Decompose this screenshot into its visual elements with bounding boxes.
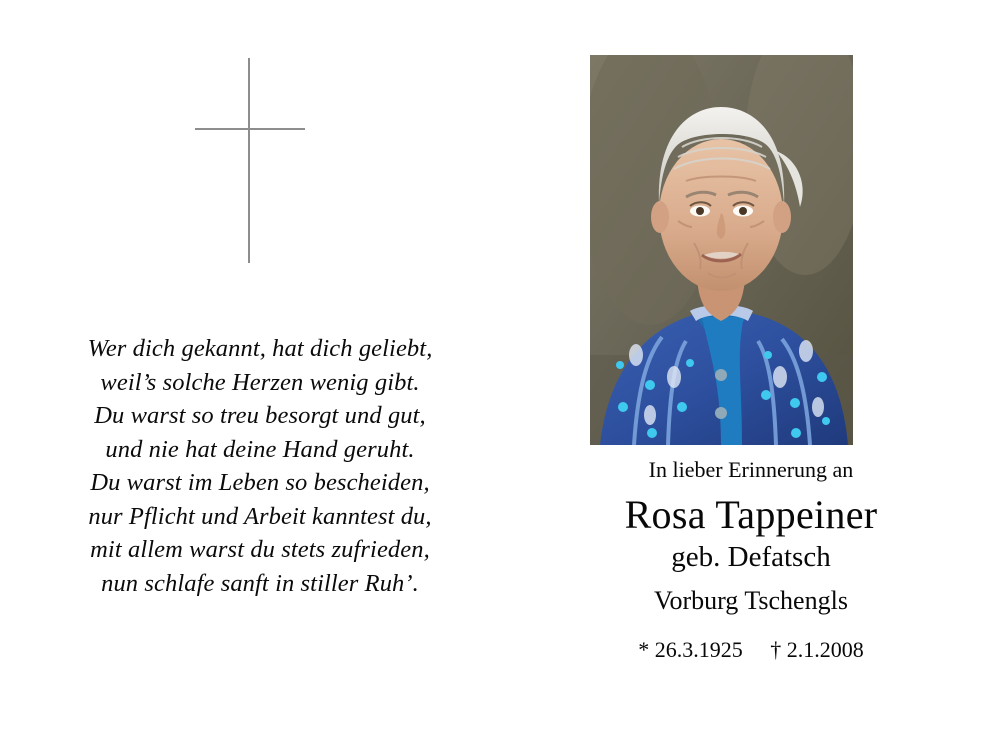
deceased-name: Rosa Tappeiner [624, 492, 878, 537]
life-dates: * 26.3.1925 † 2.1.2008 [638, 637, 864, 662]
cross-icon [195, 58, 305, 263]
cross-vertical-bar [248, 58, 250, 263]
verse-line: Wer dich gekannt, hat dich geliebt, [87, 335, 433, 362]
right-page [520, 0, 982, 737]
memorial-inscription [520, 455, 982, 667]
verse-line: nun schlafe sanft in stiller Ruh’. [101, 569, 419, 597]
place-name: Vorburg Tschengls [654, 586, 848, 615]
verse-line: Du warst im Leben so bescheiden, [90, 469, 430, 496]
cross-horizontal-bar [195, 128, 305, 130]
maiden-name: geb. Defatsch [671, 541, 831, 573]
memorial-verse [0, 332, 520, 600]
verse-line: nur Pflicht und Arbeit kanntest du, [88, 502, 432, 530]
in-memory-line: In lieber Erinnerung an [648, 457, 854, 482]
portrait-photo [590, 55, 853, 445]
verse-line: mit allem warst du stets zufrieden, [90, 536, 430, 563]
verse-line: Du warst so treu besorgt und gut, [94, 402, 426, 429]
verse-line: und nie hat deine Hand geruht. [105, 435, 415, 463]
verse-line: weil’s solche Herzen wenig gibt. [100, 368, 420, 396]
